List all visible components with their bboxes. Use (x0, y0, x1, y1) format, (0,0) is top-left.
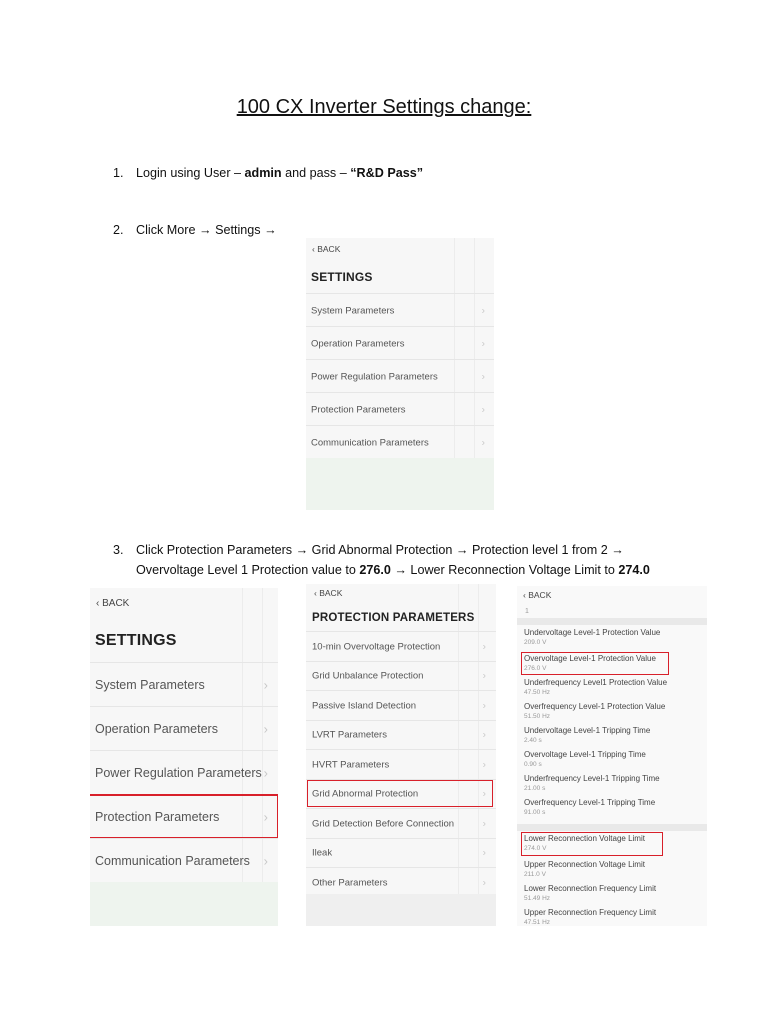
back-button[interactable] (523, 590, 551, 600)
menu-item-label: Protection Parameters (311, 404, 406, 415)
section-band (517, 618, 707, 625)
menu-item-communication-parameters[interactable] (90, 838, 278, 883)
menu-item-communication-parameters[interactable] (306, 425, 494, 459)
menu-item-grid-unbalance[interactable] (306, 661, 496, 692)
menu-item-label: Grid Detection Before Connection (312, 818, 455, 830)
chevron-right-icon: › (481, 305, 485, 316)
step-number: 2. (113, 223, 124, 237)
menu-item-hvrt[interactable] (306, 749, 496, 780)
back-button[interactable] (314, 588, 342, 598)
param-value: 209.0 V (524, 639, 547, 646)
step-3 (113, 540, 650, 580)
back-label: BACK (317, 244, 341, 254)
screen-footer (306, 458, 494, 510)
chevron-right-icon: › (482, 788, 486, 800)
chevron-left-icon: ‹ (523, 590, 526, 600)
param-name: Upper Reconnection Frequency Limit (524, 908, 657, 917)
step-1 (113, 163, 423, 183)
step-text: Click Protection Parameters → Grid Abnormal Protection → Protection level 1 from 2 → (136, 543, 624, 557)
menu-item-power-regulation-parameters[interactable] (306, 359, 494, 393)
back-label: BACK (319, 588, 343, 598)
screen-footer (90, 882, 278, 926)
menu-item-system-parameters[interactable] (306, 293, 494, 327)
param-name: Underfrequency Level-1 Tripping Time (524, 774, 660, 783)
param-row[interactable] (524, 882, 704, 906)
param-row[interactable] (524, 796, 704, 820)
param-name: Undervoltage Level-1 Protection Value (524, 628, 661, 637)
settings-screenshot-small (306, 238, 494, 510)
chevron-right-icon: › (263, 809, 268, 825)
chevron-right-icon: › (482, 641, 486, 653)
protection-parameters-screenshot (306, 584, 496, 926)
param-name: Undervoltage Level-1 Tripping Time (524, 726, 651, 735)
step-number: 1. (113, 166, 124, 180)
menu-item-label: Grid Unbalance Protection (312, 670, 424, 682)
param-value: 21.00 s (524, 785, 546, 792)
param-name: Overvoltage Level-1 Protection Value (524, 654, 656, 663)
password: “R&D Pass” (350, 166, 424, 180)
step-2 (113, 220, 277, 240)
chevron-left-icon: ‹ (314, 588, 317, 598)
menu-item-label: Other Parameters (312, 877, 388, 889)
param-value: 276.0 V (524, 665, 547, 672)
step-text: Click More → Settings → (136, 223, 277, 237)
param-name: Lower Reconnection Frequency Limit (524, 884, 657, 893)
chevron-right-icon: › (482, 759, 486, 771)
highlight-box (307, 780, 493, 807)
param-value: 47.51 Hz (524, 919, 551, 926)
menu-item-label: System Parameters (95, 678, 205, 692)
menu-item-label: Power Regulation Parameters (95, 766, 262, 780)
param-value: 211.0 V (524, 871, 546, 878)
document-title: 100 CX Inverter Settings change: (236, 96, 532, 118)
menu-item-label: Ileak (312, 847, 333, 859)
highlight-box (90, 796, 278, 838)
param-row[interactable] (524, 724, 704, 748)
step-number: 3. (113, 543, 124, 557)
param-value: 51.50 Hz (524, 713, 551, 720)
param-row[interactable] (524, 906, 704, 926)
chevron-right-icon: › (482, 729, 486, 741)
settings-screenshot-large (90, 588, 278, 926)
param-value: 0.90 s (524, 761, 542, 768)
back-label: BACK (528, 590, 552, 600)
menu-item-protection-parameters[interactable] (306, 392, 494, 426)
param-name: Overvoltage Level-1 Tripping Time (524, 750, 646, 759)
chevron-right-icon: › (481, 338, 485, 349)
menu-item-label: Passive Island Detection (312, 700, 417, 712)
chevron-left-icon: ‹ (96, 598, 100, 609)
menu-item-10-min-overvoltage[interactable] (306, 631, 496, 662)
menu-item-label: System Parameters (311, 305, 395, 316)
chevron-left-icon: ‹ (312, 244, 315, 254)
param-row[interactable] (524, 676, 704, 700)
step-text: Overvoltage Level 1 Protection value to (136, 563, 360, 577)
menu-item-other-parameters[interactable] (306, 867, 496, 898)
menu-item-label: Operation Parameters (95, 722, 218, 736)
chevron-right-icon: › (482, 847, 486, 859)
param-name: Lower Reconnection Voltage Limit (524, 834, 645, 843)
grid-abnormal-protection-screenshot (517, 586, 707, 926)
menu-item-system-parameters[interactable] (90, 662, 278, 707)
param-value: 2.40 s (524, 737, 542, 744)
param-name: Underfrequency Level1 Protection Value (524, 678, 668, 687)
param-row[interactable] (524, 626, 704, 650)
screen-title: SETTINGS (311, 270, 373, 284)
menu-item-lvrt[interactable] (306, 720, 496, 751)
menu-item-grid-detection[interactable] (306, 808, 496, 839)
menu-item-operation-parameters[interactable] (306, 326, 494, 360)
menu-item-label: Grid Abnormal Protection (312, 788, 419, 800)
menu-item-operation-parameters[interactable] (90, 706, 278, 751)
menu-item-passive-island[interactable] (306, 690, 496, 721)
chevron-right-icon: › (481, 404, 485, 415)
highlight-box (521, 652, 669, 675)
back-button[interactable] (312, 244, 340, 254)
step-text: Login using User – (136, 166, 245, 180)
back-button[interactable] (96, 598, 129, 609)
param-value: 91.00 s (524, 809, 546, 816)
menu-item-ileak[interactable] (306, 838, 496, 869)
chevron-right-icon: › (263, 677, 268, 693)
menu-item-label: Communication Parameters (95, 854, 250, 868)
screen-title: SETTINGS (95, 632, 177, 649)
chevron-right-icon: › (263, 721, 268, 737)
menu-item-label: Operation Parameters (311, 338, 405, 349)
menu-item-power-regulation-parameters[interactable] (90, 750, 278, 795)
param-value: 51.49 Hz (524, 895, 551, 902)
highlight-box (521, 832, 663, 856)
screen-footer (306, 894, 496, 926)
chevron-right-icon: › (482, 670, 486, 682)
chevron-right-icon: › (482, 818, 486, 830)
chevron-right-icon: › (263, 765, 268, 781)
step-text: and pass – (281, 166, 351, 180)
param-value: 274.0 V (524, 845, 547, 852)
menu-item-label: Communication Parameters (311, 437, 429, 448)
menu-item-label: 10-min Overvoltage Protection (312, 641, 441, 653)
username: admin (244, 166, 282, 180)
reconnection-value: 274.0 (618, 563, 650, 577)
param-name: Upper Reconnection Voltage Limit (524, 860, 645, 869)
step-text: → Lower Reconnection Voltage Limit to (390, 563, 619, 577)
protection-level: 1 (525, 608, 529, 615)
menu-item-label: HVRT Parameters (312, 759, 390, 771)
menu-item-label: LVRT Parameters (312, 729, 387, 741)
chevron-right-icon: › (263, 853, 268, 869)
chevron-right-icon: › (481, 371, 485, 382)
menu-item-label: Power Regulation Parameters (311, 371, 438, 382)
overvoltage-value: 276.0 (359, 563, 391, 577)
param-name: Overfrequency Level-1 Protection Value (524, 702, 666, 711)
param-name: Overfrequency Level-1 Tripping Time (524, 798, 656, 807)
chevron-right-icon: › (481, 437, 485, 448)
param-row[interactable] (524, 748, 704, 772)
param-value: 47.50 Hz (524, 689, 551, 696)
screen-title: PROTECTION PARAMETERS (312, 612, 475, 624)
section-band (517, 824, 707, 831)
param-row[interactable] (524, 772, 704, 796)
chevron-right-icon: › (482, 877, 486, 889)
chevron-right-icon: › (482, 700, 486, 712)
back-label: BACK (102, 598, 130, 609)
param-row[interactable] (524, 858, 704, 882)
menu-item-label: Protection Parameters (95, 810, 220, 824)
param-row[interactable] (524, 700, 704, 724)
